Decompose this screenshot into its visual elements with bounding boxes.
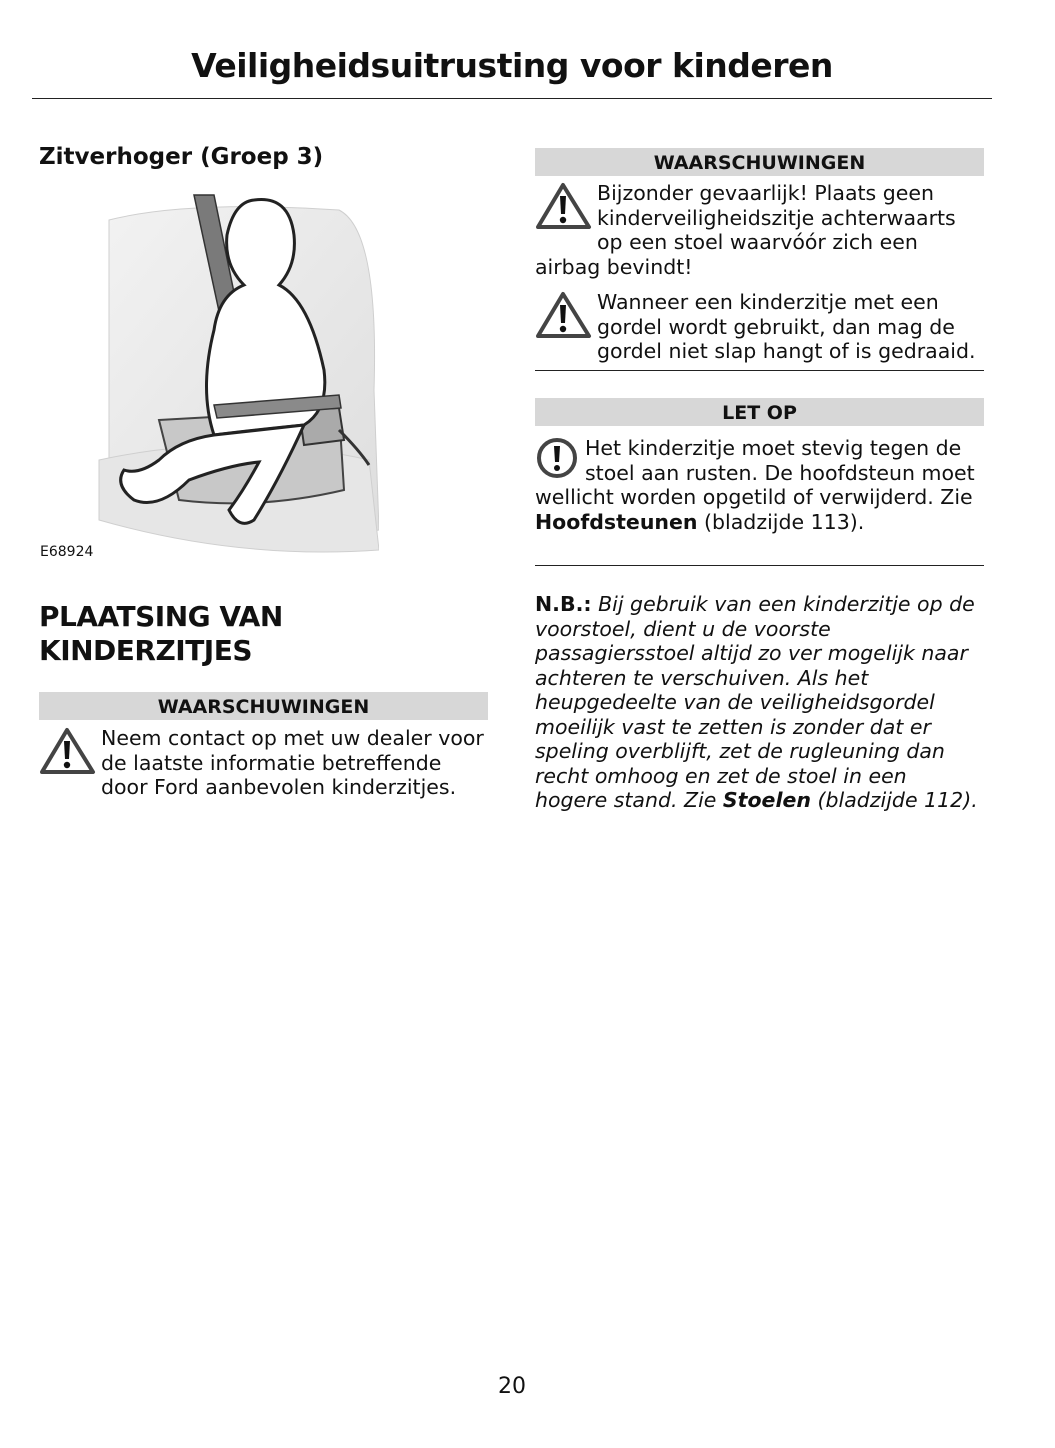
warning-block-1 xyxy=(535,181,984,279)
warning-text-2: Wanneer een kinderzitje met een gordel wordt gebruikt, dan mag de gordel niet slap hangt of is gedraaid. xyxy=(597,290,976,363)
section-divider xyxy=(535,370,984,371)
note-text-b: (bladzijde 112). xyxy=(810,788,978,812)
note-block xyxy=(535,592,984,813)
page-number: 20 xyxy=(498,1374,526,1399)
note-text-a: Bij gebruik van een kinderzitje op de voorstoel, dient u de voorste passagiersstoel altijd zo ver mogelijk naar achteren te verschuiven. Als het heupgedeelte van de veiligheidsgordel moeilijk vast te zetten is zonder dat er speling overblijft, zet de rugleuning dan recht omhoog en zet de stoel in een hogere stand. Zie xyxy=(535,592,975,812)
warnings-band-left: WAARSCHUWINGEN xyxy=(39,692,488,720)
heading-placement xyxy=(39,600,488,668)
section-title-booster: Zitverhoger (Groep 3) xyxy=(39,144,324,170)
warning-text-left: Neem contact op met uw dealer voor de laatste informatie betreffende door Ford aanbevolen kinderzitjes. xyxy=(101,726,484,799)
seats-reference[interactable]: Stoelen xyxy=(722,788,811,812)
caution-text-b: (bladzijde 113). xyxy=(697,509,865,534)
heading-line-2: KINDERZITJES xyxy=(39,634,253,667)
caution-band: LET OP xyxy=(535,398,984,426)
caution-text xyxy=(535,436,984,534)
warning-block-2 xyxy=(535,290,984,364)
warning-block-left xyxy=(39,726,488,800)
warning-triangle-icon xyxy=(535,181,597,231)
page-title: Veiligheidsuitrusting voor kinderen xyxy=(191,46,833,85)
headrests-reference[interactable]: Hoofdsteunen xyxy=(535,509,698,534)
title-divider xyxy=(32,98,992,99)
note-label: N.B.: xyxy=(535,592,592,616)
section-divider xyxy=(535,565,984,566)
warnings-band-right: WAARSCHUWINGEN xyxy=(535,148,984,176)
warning-text-1: Bijzonder gevaarlijk! Plaats geen kinderveiligheidszitje achterwaarts op een stoel waarvóór zich een airbag bevindt! xyxy=(535,181,956,279)
warning-triangle-icon xyxy=(535,290,597,340)
warning-triangle-icon xyxy=(39,726,101,776)
heading-line-1: PLAATSING VAN xyxy=(39,600,283,633)
caution-block xyxy=(535,436,984,534)
figure-label: E68924 xyxy=(40,544,94,560)
child-booster-seat-illustration xyxy=(39,190,379,570)
caution-circle-icon xyxy=(535,436,585,482)
caution-text-a: Het kinderzitje moet stevig tegen de stoel aan rusten. De hoofdsteun moet wellicht worden opgetild of verwijderd. Zie xyxy=(535,436,975,509)
